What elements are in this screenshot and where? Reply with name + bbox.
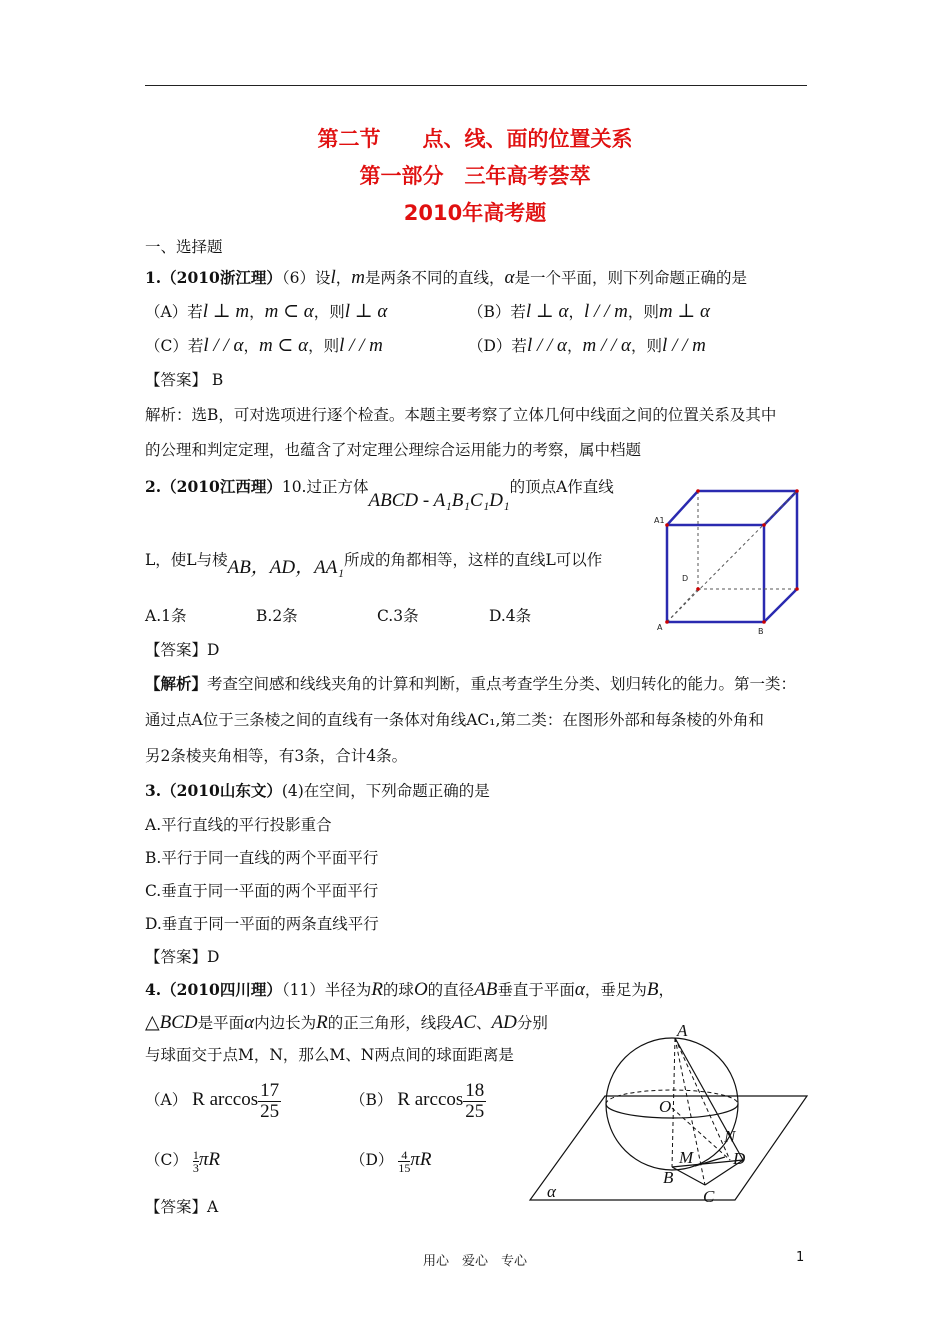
q2-stem: 2.（2010江西理）10.过正方体ABCD - A₁B₁C₁D₁的顶点A作直线 bbox=[145, 477, 614, 511]
q4-stem-line2: △BCD是平面α内边长为R的正三角形，线段AC、AD分别 bbox=[145, 1012, 548, 1033]
q3-option-a: A.平行直线的平行投影重合 bbox=[145, 816, 332, 834]
part-title: 第一部分 三年高考荟萃 bbox=[359, 164, 591, 188]
q3-option-d: D.垂直于同一平面的两条直线平行 bbox=[145, 915, 379, 933]
q4-answer: 【答案】A bbox=[145, 1198, 219, 1216]
sphere-label-b: B bbox=[663, 1168, 674, 1187]
sphere-label-d: D bbox=[733, 1149, 746, 1168]
q3-stem: 3.（2010山东文）(4)在空间，下列命题正确的是 bbox=[145, 781, 490, 800]
header-rule bbox=[145, 85, 807, 86]
sphere-figure bbox=[525, 1020, 810, 1205]
q1-analysis-line1: 解析：选B，可对选项进行逐个检查。本题主要考察了立体几何中线面之间的位置关系及其中 bbox=[145, 406, 777, 424]
sphere-label-c: C bbox=[703, 1187, 715, 1205]
section-heading: 一、选择题 bbox=[145, 238, 223, 256]
sphere-label-alpha: α bbox=[547, 1182, 556, 1201]
q2-analysis-line3: 另2条棱夹角相等，有3条，合计4条。 bbox=[145, 747, 408, 765]
q1-answer: 【答案】 B bbox=[145, 371, 224, 389]
q4-stem: 4.（2010四川理）（11）半径为R的球O的直径AB垂直于平面α，垂足为B， bbox=[145, 979, 675, 1000]
q2-analysis-line2: 通过点A位于三条棱之间的直线有一条体对角线AC₁,第二类：在图形外部和每条棱的外角和 bbox=[145, 711, 764, 729]
q4-option-b: （B） R arccos $\frac{18}{25}$ bbox=[350, 1079, 485, 1122]
q1-option-c: （C）若l / / α，m ⊂ α，则l / / m bbox=[145, 335, 383, 356]
cube-label-b: B bbox=[758, 627, 764, 635]
q2-stem-line2: L，使L与棱AB，AD，AA₁所成的角都相等，这样的直线L可以作 bbox=[145, 551, 603, 578]
cube-label-a: A bbox=[657, 623, 663, 632]
cube-label-a1: A1 bbox=[654, 516, 665, 525]
q1-option-d: （D）若l / / α，m / / α，则l / / m bbox=[468, 335, 706, 356]
section-title: 第二节 点、线、面的位置关系 bbox=[317, 127, 633, 151]
sphere-label-n: N bbox=[724, 1127, 736, 1146]
q1-option-b: （B）若l ⊥ α，l / / m，则m ⊥ α bbox=[468, 301, 710, 322]
cube-label-d: D bbox=[682, 574, 689, 583]
page-number: 1 bbox=[796, 1250, 805, 1265]
q2-option-c: C.3条 bbox=[377, 607, 419, 625]
sphere-label-m: M bbox=[679, 1148, 694, 1167]
q2-option-a: A.1条 bbox=[145, 607, 187, 625]
q2-option-d: D.4条 bbox=[489, 607, 532, 625]
q4-option-a: （A） R arccos $\frac{17}{25}$ bbox=[145, 1079, 280, 1122]
sphere-label-o: O bbox=[659, 1097, 672, 1116]
q1-stem: 1.（2010浙江理）（6）设l，m是两条不同的直线，α是一个平面，则下列命题正确的是 bbox=[145, 267, 747, 288]
q4-option-c: （C） $\frac{1}{3}$ πR bbox=[145, 1147, 220, 1175]
q1-analysis-line2: 的公理和判定定理，也蕴含了对定理公理综合运用能力的考察，属中档题 bbox=[145, 441, 642, 459]
q3-option-b: B.平行于同一直线的两个平面平行 bbox=[145, 849, 379, 867]
q1-option-a: （A）若l ⊥ m，m ⊂ α，则l ⊥ α bbox=[145, 301, 388, 322]
q4-stem-line3: 与球面交于点M，N，那么M、N两点间的球面距离是 bbox=[145, 1046, 514, 1064]
sphere-label-a: A bbox=[677, 1021, 688, 1040]
q3-option-c: C.垂直于同一平面的两个平面平行 bbox=[145, 882, 379, 900]
q2-option-b: B.2条 bbox=[256, 607, 298, 625]
footer-motto: 用心 爱心 专心 bbox=[422, 1254, 527, 1269]
q2-analysis-line1: 【解析】考查空间感和线线夹角的计算和判断，重点考查学生分类、划归转化的能力。第一类： bbox=[145, 674, 797, 693]
q4-option-d: （D） $\frac{4}{15}$ πR bbox=[350, 1147, 432, 1175]
q2-answer: 【答案】D bbox=[145, 641, 220, 659]
q3-answer: 【答案】D bbox=[145, 948, 220, 966]
cube-figure bbox=[650, 485, 805, 635]
year-title: 2010年高考题 bbox=[403, 201, 547, 225]
